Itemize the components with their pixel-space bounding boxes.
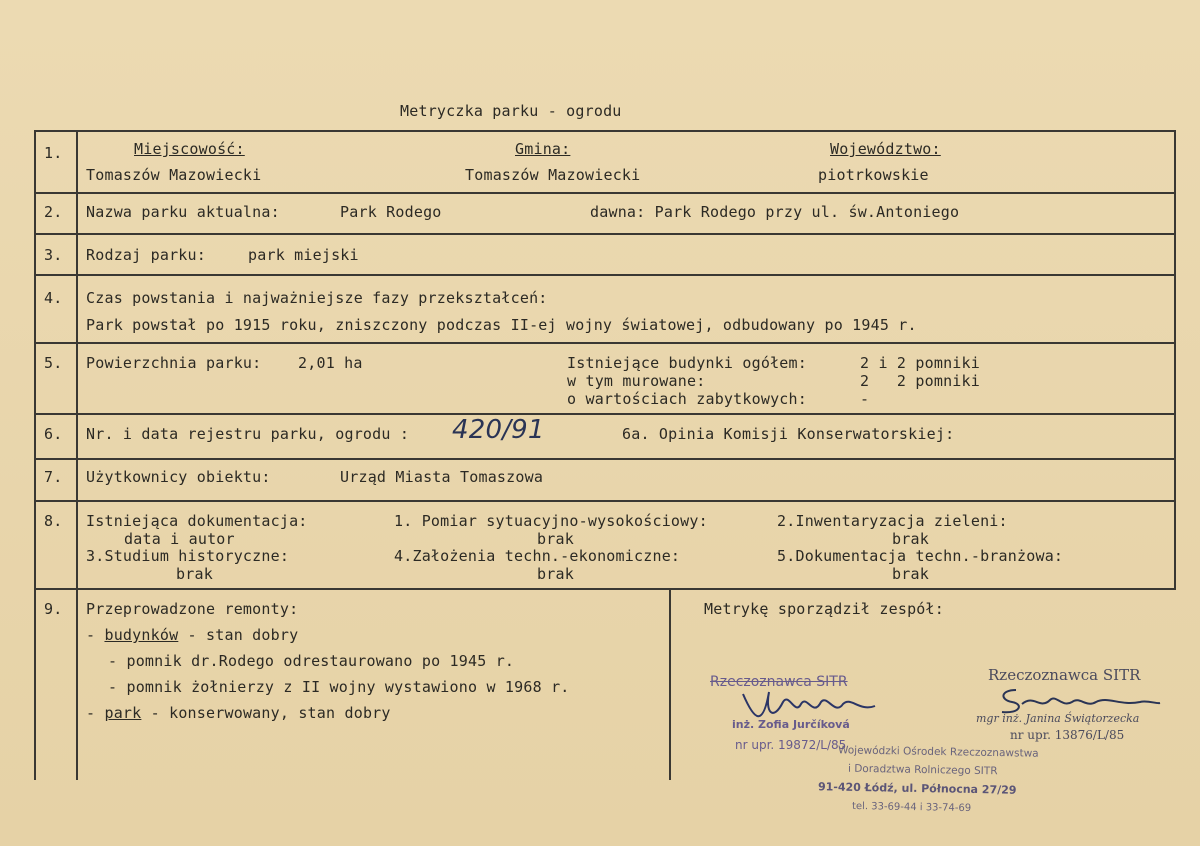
czas-powstania-value: Park powstał po 1915 roku, zniszczony podczas II-ej wojny światowej, odbudowany po 1945 r. (86, 316, 917, 334)
stamp-name: inż. Zofia Jurčíková (732, 718, 850, 731)
list-dash: - (86, 626, 105, 644)
institution-stamp-line: 91-420 Łódź, ul. Północna 27/29 (817, 780, 1017, 797)
rejestr-handwritten-value: 420/91 (452, 415, 545, 445)
zalozenia-value: brak (537, 565, 574, 583)
dawna-nazwa: dawna: Park Rodego przy ul. św.Antoniego (590, 203, 960, 221)
pomiar-label: 1. Pomiar sytuacyjno-wysokościowy: (394, 512, 708, 530)
zalozenia-label: 4.Założenia techn.-ekonomiczne: (394, 547, 681, 565)
row-number: 3. (44, 246, 63, 264)
studium-label: 3.Studium historyczne: (86, 547, 290, 565)
nazwa-parku-value: Park Rodego (340, 203, 442, 221)
document-title: Metryczka parku - ogrodu (400, 102, 622, 120)
row-divider (34, 413, 1176, 415)
institution-stamp-line: i Doradztwa Rolniczego SITR (847, 762, 998, 778)
nazwa-parku-label: Nazwa parku aktualna: (86, 203, 280, 221)
row-number: 6. (44, 425, 63, 443)
dokumentacja-label: Istniejąca dokumentacja: (86, 512, 308, 530)
list-dash: - (86, 704, 105, 722)
remonty-item (86, 704, 391, 722)
dokumentacja-branzowa-label: 5.Dokumentacja techn.-branżowa: (777, 547, 1064, 565)
remonty-label: Przeprowadzone remonty: (86, 600, 299, 618)
zabytkowe-value: - (860, 390, 870, 408)
gmina-value: Tomaszów Mazowiecki (465, 166, 641, 184)
number-column-divider (76, 130, 78, 780)
row-divider (34, 233, 1176, 235)
miejscowosc-label: Miejscowość: (134, 140, 245, 158)
row-number: 9. (44, 600, 63, 618)
miejscowosc-value: Tomaszów Mazowiecki (86, 166, 262, 184)
row-number: 5. (44, 354, 63, 372)
row-divider (34, 588, 1176, 590)
row-divider (34, 342, 1176, 344)
row-divider (34, 274, 1176, 276)
row-divider (34, 192, 1176, 194)
opinia-label: 6a. Opinia Komisji Konserwatorskiej: (622, 425, 955, 443)
row-number: 4. (44, 289, 63, 307)
row-number: 8. (44, 512, 63, 530)
budynkow-status: - stan dobry (178, 626, 299, 644)
row9-divider (669, 590, 671, 780)
table-border (34, 130, 1176, 132)
budynki-label: Istniejące budynki ogółem: (567, 354, 807, 372)
table-border-right (1174, 130, 1176, 590)
park-label: park (104, 704, 142, 722)
powierzchnia-label: Powierzchnia parku: (86, 354, 262, 372)
inwentaryzacja-value: brak (892, 530, 929, 548)
pomiar-value: brak (537, 530, 574, 548)
data-autor-label: data i autor (124, 530, 235, 548)
dokumentacja-branzowa-value: brak (892, 565, 929, 583)
uzytkownicy-value: Urząd Miasta Tomaszowa (340, 468, 544, 486)
row-divider (34, 458, 1176, 460)
zabytkowe-label: o wartościach zabytkowych: (567, 390, 807, 408)
row-divider (34, 500, 1176, 502)
budynkow-label: budynków (104, 626, 179, 644)
czas-powstania-label: Czas powstania i najważniejsze fazy przekształceń: (86, 289, 548, 307)
metryka-label: Metrykę sporządził zespół: (704, 600, 944, 618)
institution-stamp-line: Wojewódzki Ośrodek Rzeczoznawstwa (837, 744, 1039, 760)
stamp-title: Rzeczoznawca SITR (988, 666, 1141, 684)
gmina-label: Gmina: (515, 140, 571, 158)
remonty-item: - pomnik żołnierzy z II wojny wystawiono w 1968 r. (108, 678, 570, 696)
rodzaj-parku-value: park miejski (248, 246, 359, 264)
stamp-license-number: nr upr. 19872/L/85 (735, 738, 847, 752)
studium-value: brak (176, 565, 213, 583)
murowane-value: 2 2 pomniki (860, 372, 980, 390)
stamp-name: mgr inż. Janina Świątorzecka (976, 712, 1140, 725)
stamp-license-number: nr upr. 13876/L/85 (1010, 728, 1125, 742)
powierzchnia-value: 2,01 ha (298, 354, 363, 372)
park-status: - konserwowany, stan dobry (141, 704, 391, 722)
murowane-label: w tym murowane: (567, 372, 706, 390)
wojewodztwo-value: piotrkowskie (818, 166, 929, 184)
row-number: 1. (44, 144, 63, 162)
rejestr-label: Nr. i data rejestru parku, ogrodu : (86, 425, 410, 443)
row-number: 7. (44, 468, 63, 486)
inwentaryzacja-label: 2.Inwentaryzacja zieleni: (777, 512, 1008, 530)
remonty-item (86, 626, 298, 644)
budynki-value: 2 i 2 pomniki (860, 354, 980, 372)
uzytkownicy-label: Użytkownicy obiektu: (86, 468, 271, 486)
remonty-item: - pomnik dr.Rodego odrestaurowano po 1945 r. (108, 652, 515, 670)
rodzaj-parku-label: Rodzaj parku: (86, 246, 206, 264)
institution-stamp-line: tel. 33-69-44 i 33-74-69 (851, 800, 972, 815)
signature-icon (735, 682, 895, 732)
stamp-title: Rzeczoznawca SITR (710, 674, 848, 690)
table-border-left (34, 130, 36, 780)
wojewodztwo-label: Województwo: (830, 140, 941, 158)
row-number: 2. (44, 203, 63, 221)
